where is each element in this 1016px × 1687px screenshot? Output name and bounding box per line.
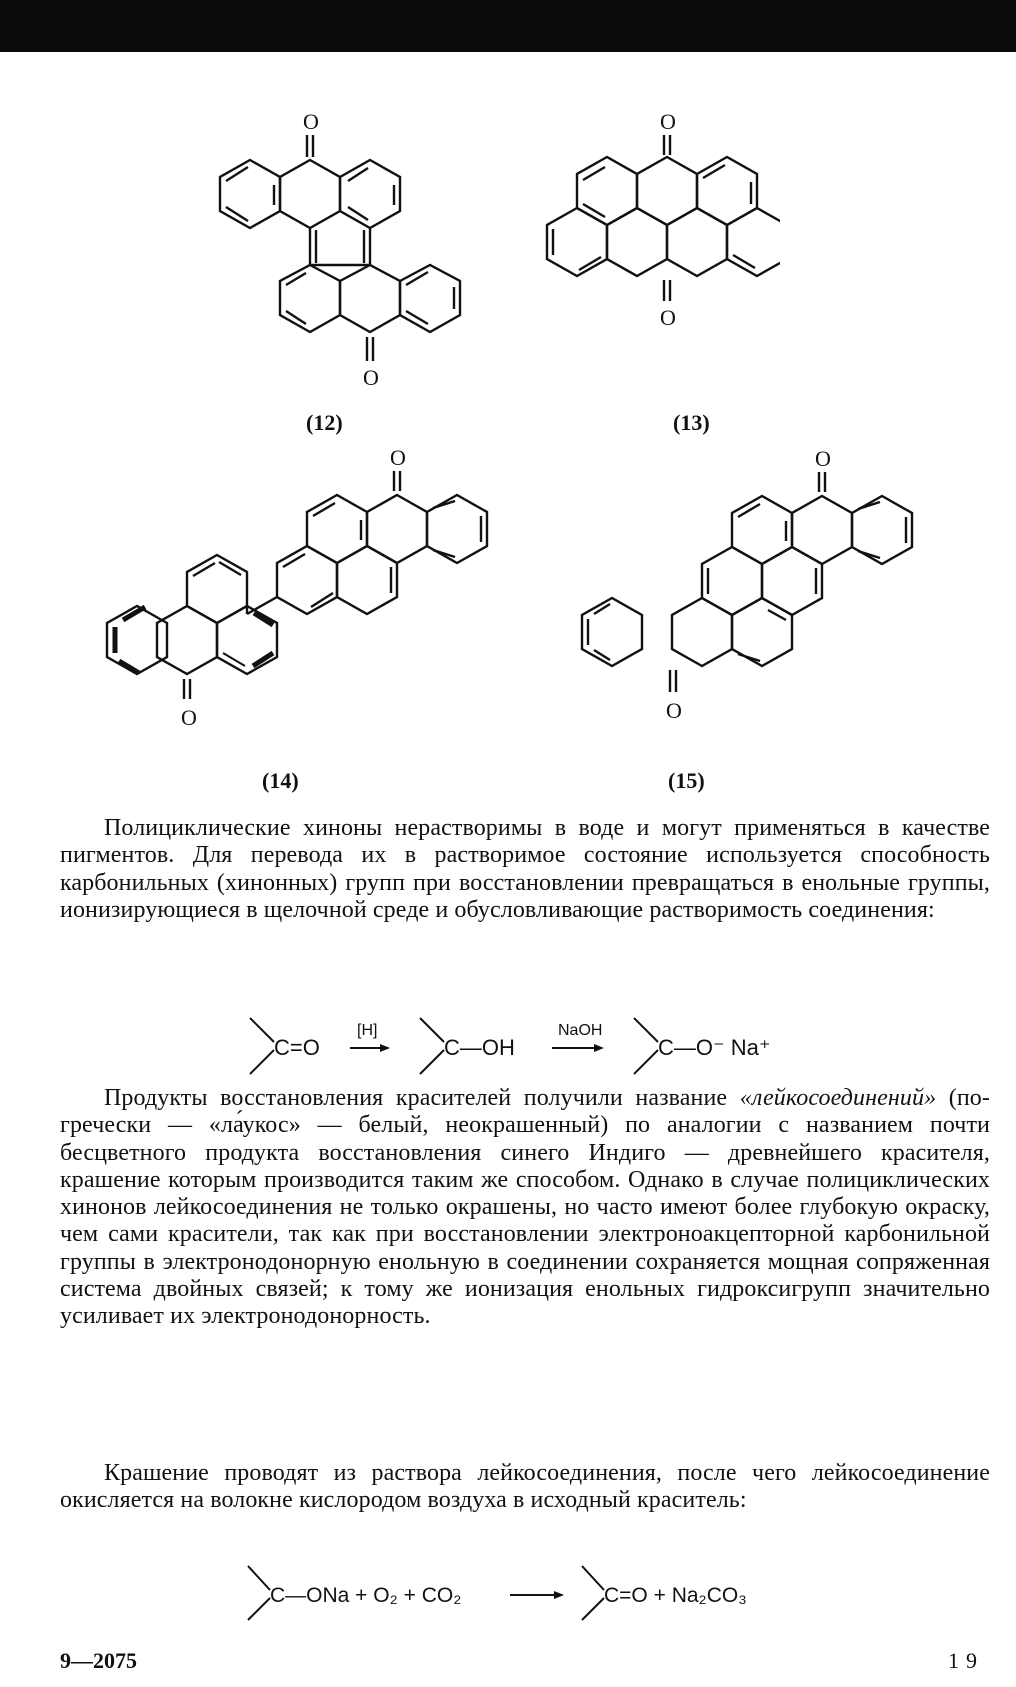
oxygen-label: O (303, 109, 319, 134)
structure-15 (570, 440, 930, 770)
oxygen-label: O (660, 109, 676, 134)
oxygen-label: O (666, 698, 682, 723)
structure-13 (540, 105, 780, 335)
paragraph-1: Полициклические хиноны нерастворимы в воде и могут применяться в качестве пигментов. Для перевода их в растворимое состояние используется способность карбонильных (хинонных) групп при восстановлении превращаться в енольные группы, ионизирующиеся в щелочной среде и обусловливающие растворимость соединения: (60, 815, 990, 923)
top-black-bar (0, 0, 1016, 52)
eq2-right: C=O + Na₂CO₃ (604, 1584, 747, 1607)
oxygen-label: O (390, 445, 406, 470)
structure-14 (105, 435, 505, 765)
compound-label-12: (12) (306, 410, 343, 435)
compound-label-15: (15) (668, 768, 705, 793)
compound-label-14: (14) (262, 768, 299, 793)
eq1-middle: C—OH (444, 1035, 515, 1060)
oxygen-label: O (181, 705, 197, 730)
structure-12 (200, 105, 500, 435)
footer-signature: 9—2075 (60, 1648, 137, 1673)
oxygen-label: O (815, 446, 831, 471)
eq1-arrow1-label: [H] (357, 1022, 378, 1039)
paragraph-2: Продукты восстановления красителей получили название «лейкосоединений» (по-гречески — «ла́укос» — белый, неокрашенный) по аналогии с названием почти бесцветного продукта восстановления синего Индиго — древнейшего красителя, крашение которым производится таким же способом. Однако в случае полициклических хинонов лейкосоединения не только окрашены, но часто имеют более глубокую окраску, чем сами красители, так как при восстановлении электроноакцепторной карбонильной группы в электронодонорную енольную в соединении сохраняется мощная сопряженная система двойных связей; к тому же ионизация енольных гидроксигрупп значительно усиливает их электронодонорность. (60, 1085, 990, 1330)
paragraph-3: Крашение проводят из раствора лейкосоединения, после чего лейкосоединение окисляется на волокне кислородом воздуха в исходный краситель: (60, 1460, 990, 1514)
eq2-left: C—ONa + O₂ + CO₂ (270, 1584, 462, 1607)
eq1-right: C—O⁻ Na⁺ (658, 1035, 771, 1060)
oxygen-label: O (363, 365, 379, 390)
equation-oxidation (240, 1560, 840, 1645)
oxygen-label: O (660, 305, 676, 330)
eq1-arrow2-label: NaOH (558, 1022, 603, 1039)
eq1-left: C=O (274, 1035, 320, 1060)
page-number: 19 (948, 1648, 984, 1673)
compound-label-13: (13) (673, 410, 710, 435)
